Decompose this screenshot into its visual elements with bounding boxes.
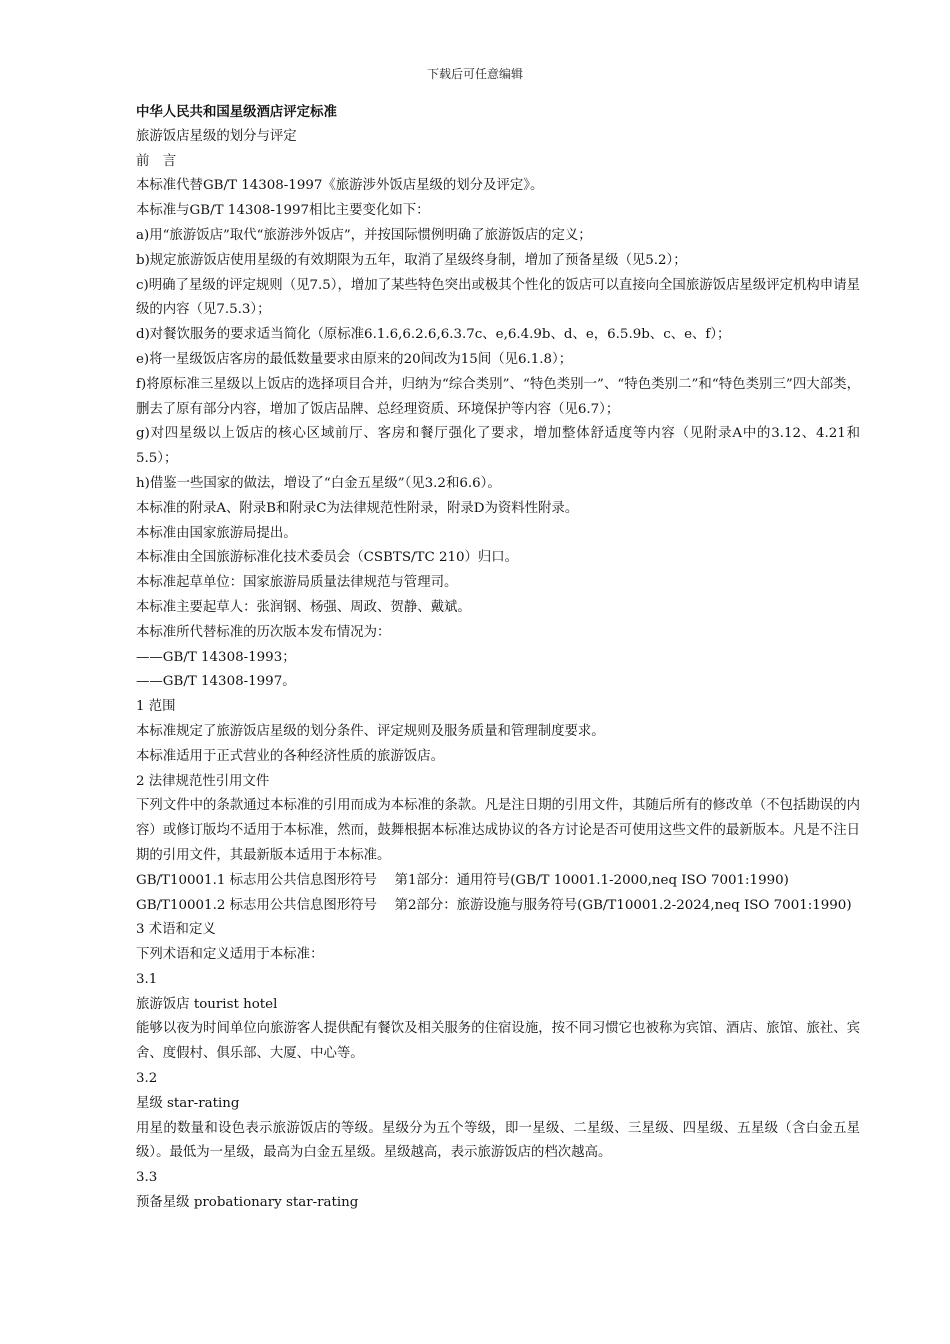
paragraph: 本标准由全国旅游标准化技术委员会（CSBTS/TC 210）归口。 bbox=[136, 550, 519, 566]
clause-number: 3.2 bbox=[136, 1071, 158, 1087]
term-heading: 预备星级 probationary star-rating bbox=[136, 1195, 359, 1211]
document-subtitle: 旅游饭店星级的划分与评定 bbox=[136, 128, 297, 144]
paragraph: e)将一星级饭店客房的最低数量要求由原来的20间改为15间（见6.1.8）； bbox=[136, 351, 573, 367]
page-header: 下载后可任意编辑 bbox=[426, 67, 523, 81]
paragraph: 本标准代替GB/T 14308-1997《旅游涉外饭店星级的划分及评定》。 bbox=[136, 178, 544, 194]
paragraph: 本标准规定了旅游饭店星级的划分条件、评定规则及服务质量和管理制度要求。 bbox=[136, 723, 605, 739]
paragraph: 能够以夜为时间单位向旅游客人提供配有餐饮及相关服务的住宿设施，按不同习惯它也被称为宾馆、酒店、旅馆、旅社、宾舍、度假村、俱乐部、大厦、中心等。 bbox=[136, 1021, 860, 1062]
clause-number: 3.3 bbox=[136, 1170, 158, 1186]
paragraph: 下列术语和定义适用于本标准： bbox=[136, 947, 324, 963]
paragraph: c)明确了星级的评定规则（见7.5），增加了某些特色突出或极其个性化的饭店可以直接向全国旅游饭店星级评定机构申请星级的内容（见7.5.3）； bbox=[136, 277, 860, 318]
paragraph: GB/T10001.2 标志用公共信息图形符号 第2部分：旅游设施与服务符号(GB/T10001.2-2024,neq ISO 7001:1990) bbox=[136, 897, 852, 913]
foreword-heading: 前 言 bbox=[136, 153, 177, 169]
document-body bbox=[136, 100, 860, 1216]
paragraph: 用星的数量和设色表示旅游饭店的等级。星级分为五个等级，即一星级、二星级、三星级、四星级、五星级（含白金五星级）。最低为一星级，最高为白金五星级。星级越高，表示旅游饭店的档次越高。 bbox=[136, 1120, 860, 1161]
paragraph: 本标准由国家旅游局提出。 bbox=[136, 525, 297, 541]
paragraph: 本标准主要起草人：张润钢、杨强、周政、贺静、戴斌。 bbox=[136, 599, 471, 615]
paragraph: 本标准起草单位：国家旅游局质量法律规范与管理司。 bbox=[136, 575, 458, 591]
paragraph: h)借鉴一些国家的做法，增设了“白金五星级”（见3.2和6.6）。 bbox=[136, 475, 501, 491]
paragraph: d)对餐饮服务的要求适当简化（原标准6.1.6,6.2.6,6.3.7c、e,6.4.9b、d、e，6.5.9b、c、e、f）； bbox=[136, 327, 731, 343]
term-heading: 旅游饭店 tourist hotel bbox=[136, 996, 278, 1012]
section-heading: 2 法律规范性引用文件 bbox=[136, 773, 270, 789]
term-heading: 星级 star-rating bbox=[136, 1095, 240, 1111]
paragraph: 下列文件中的条款通过本标准的引用而成为本标准的条款。凡是注日期的引用文件，其随后所有的修改单（不包括勘误的内容）或修订版均不适用于本标准，然而，鼓舞根据本标准达成协议的各方讨论是否可使用这些文件的最新版本。凡是不注日期的引用文件，其最新版本适用于本标准。 bbox=[136, 798, 860, 863]
paragraph: GB/T10001.1 标志用公共信息图形符号 第1部分：通用符号(GB/T 10001.1-2000,neq ISO 7001:1990) bbox=[136, 872, 789, 888]
paragraph: b)规定旅游饭店使用星级的有效期限为五年，取消了星级终身制，增加了预备星级（见5.2）； bbox=[136, 252, 687, 268]
paragraph: 本标准所代替标准的历次版本发布情况为： bbox=[136, 624, 391, 640]
section-heading: 3 术语和定义 bbox=[136, 922, 216, 938]
paragraph: a)用“旅游饭店”取代“旅游涉外饭店”，并按国际惯例明确了旅游饭店的定义； bbox=[136, 227, 592, 243]
section-heading: 1 范围 bbox=[136, 699, 176, 715]
document-title: 中华人民共和国星级酒店评定标准 bbox=[136, 104, 337, 120]
paragraph: ——GB/T 14308-1997。 bbox=[136, 674, 296, 690]
paragraph: 本标准适用于正式营业的各种经济性质的旅游饭店。 bbox=[136, 748, 444, 764]
paragraph: 本标准的附录A、附录B和附录C为法律规范性附录，附录D为资料性附录。 bbox=[136, 500, 579, 516]
paragraph: g)对四星级以上饭店的核心区域前厅、客房和餐厅强化了要求，增加整体舒适度等内容（见附录A中的3.12、4.21和5.5）； bbox=[136, 426, 860, 467]
paragraph: f)将原标准三星级以上饭店的选择项目合并，归纳为“综合类别”、“特色类别一”、“特色类别二”和“特色类别三”四大部类，删去了原有部分内容，增加了饭店品牌、总经理资质、环境保护等内容（见6.7）； bbox=[136, 376, 860, 417]
clause-number: 3.1 bbox=[136, 971, 158, 987]
paragraph: ——GB/T 14308-1993； bbox=[136, 649, 296, 665]
paragraph: 本标准与GB/T 14308-1997相比主要变化如下： bbox=[136, 203, 430, 219]
